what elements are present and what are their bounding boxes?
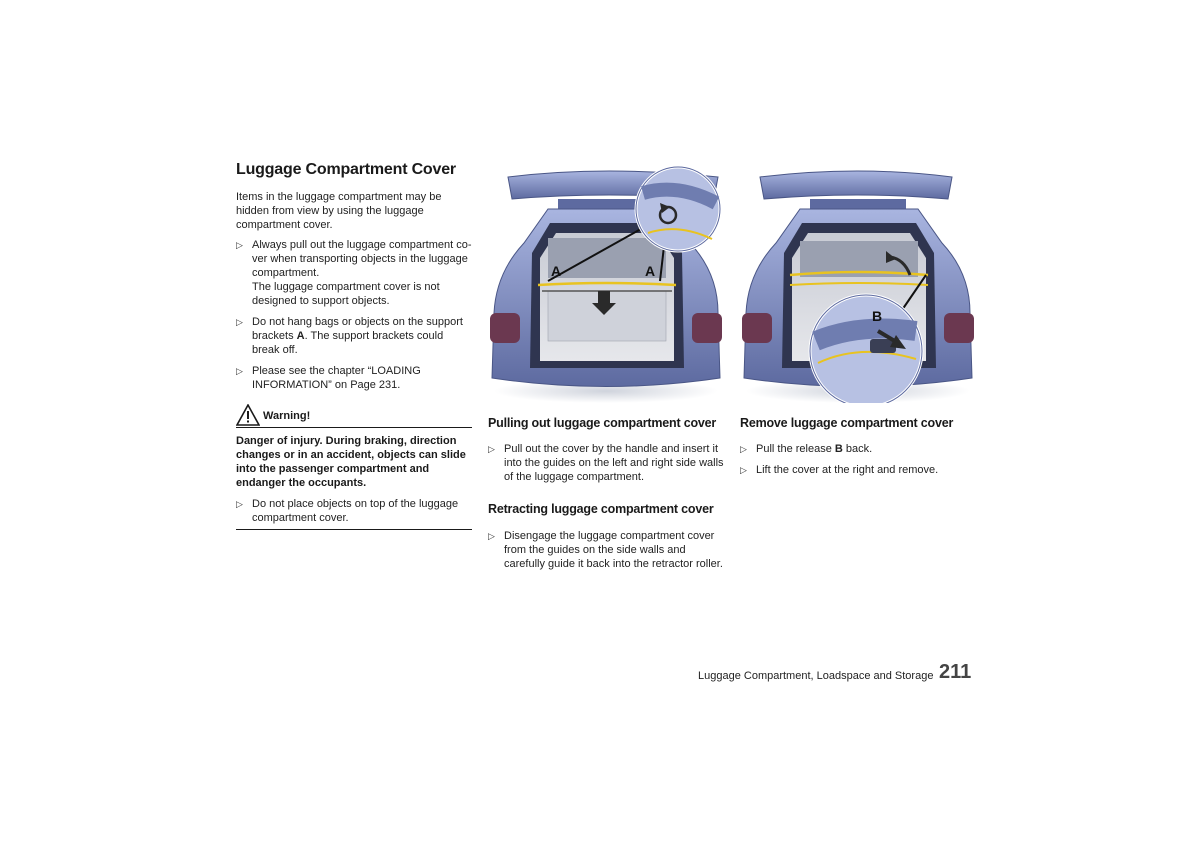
left-bullet-list <box>236 238 472 399</box>
bullet-text: Always pull out the luggage compartment co-ver when transporting objects in the luggage compartment. <box>252 239 472 279</box>
list-item <box>488 442 724 484</box>
retracting-bullet-list <box>488 529 724 578</box>
warning-box <box>236 404 472 530</box>
bullet-text: . The support brackets could break off. <box>252 330 444 356</box>
triangle-bullet-icon: ▷ <box>740 465 747 475</box>
figure-label-b: B <box>872 308 883 324</box>
figure-label-a: A <box>645 263 656 279</box>
warning-triangle-icon <box>236 404 260 426</box>
bracket-label: A <box>296 330 305 342</box>
bullet-text: Disengage the luggage compartment cover from the guides on the side walls and carefully guide it back into the retractor roller. <box>504 530 723 570</box>
warning-header <box>236 404 472 428</box>
page-title: Luggage Compartment Cover <box>236 161 456 178</box>
release-label: B <box>834 443 843 455</box>
list-item <box>236 315 472 357</box>
bullet-text: Pull the release <box>756 443 835 455</box>
bullet-text: Lift the cover at the right and remove. <box>756 464 939 476</box>
bullet-text: Do not hang bags or objects on the support brackets <box>252 316 463 342</box>
list-item <box>236 497 472 525</box>
footer-section-title: Luggage Compartment, Loadspace and Storage <box>698 670 934 682</box>
triangle-bullet-icon: ▷ <box>236 499 243 509</box>
list-item <box>236 238 472 308</box>
triangle-bullet-icon: ▷ <box>236 317 243 327</box>
page-number: 211 <box>939 661 972 683</box>
triangle-bullet-icon: ▷ <box>488 531 495 541</box>
list-item <box>740 463 976 477</box>
triangle-bullet-icon: ▷ <box>236 240 243 250</box>
section-heading-pull-out: Pulling out luggage compartment cover <box>488 416 717 430</box>
list-item <box>236 364 472 392</box>
bullet-text: Please see the chapter “LOADING INFORMATION” on Page 231. <box>252 365 421 391</box>
triangle-bullet-icon: ▷ <box>236 366 243 376</box>
pull-out-bullet-list <box>488 442 724 491</box>
list-item <box>740 442 976 456</box>
remove-bullet-list <box>740 442 976 484</box>
bullet-text: Do not place objects on top of the luggage compartment cover. <box>252 498 459 524</box>
warning-text: Danger of injury. During braking, direction changes or in an accident, objects can slide into the passenger compartment and endanger the occupants. <box>236 435 466 489</box>
figure-remove-cover <box>740 163 976 403</box>
warning-label: Warning! <box>263 410 311 422</box>
warning-bullet-list <box>236 497 472 525</box>
figure-code: O71-075 <box>739 166 748 200</box>
list-item <box>488 529 724 571</box>
section-heading-remove: Remove luggage compartment cover <box>740 416 954 430</box>
bullet-text: Pull out the cover by the handle and insert it into the guides on the left and right side walls of the luggage compartment. <box>504 443 724 483</box>
triangle-bullet-icon: ▷ <box>488 444 495 454</box>
bullet-subtext: The luggage compartment cover is not designed to support objects. <box>252 281 440 307</box>
warning-divider <box>236 529 472 530</box>
section-heading-retracting: Retracting luggage compartment cover <box>488 502 714 516</box>
figure-pull-out-cover <box>488 163 724 403</box>
figure-code: O71-073 <box>487 166 496 200</box>
intro-text: Items in the luggage compartment may be hidden from view by using the luggage compartment cover. <box>236 191 442 231</box>
bullet-text: back. <box>842 443 873 455</box>
triangle-bullet-icon: ▷ <box>740 444 747 454</box>
figure-label-a: A <box>551 263 562 279</box>
